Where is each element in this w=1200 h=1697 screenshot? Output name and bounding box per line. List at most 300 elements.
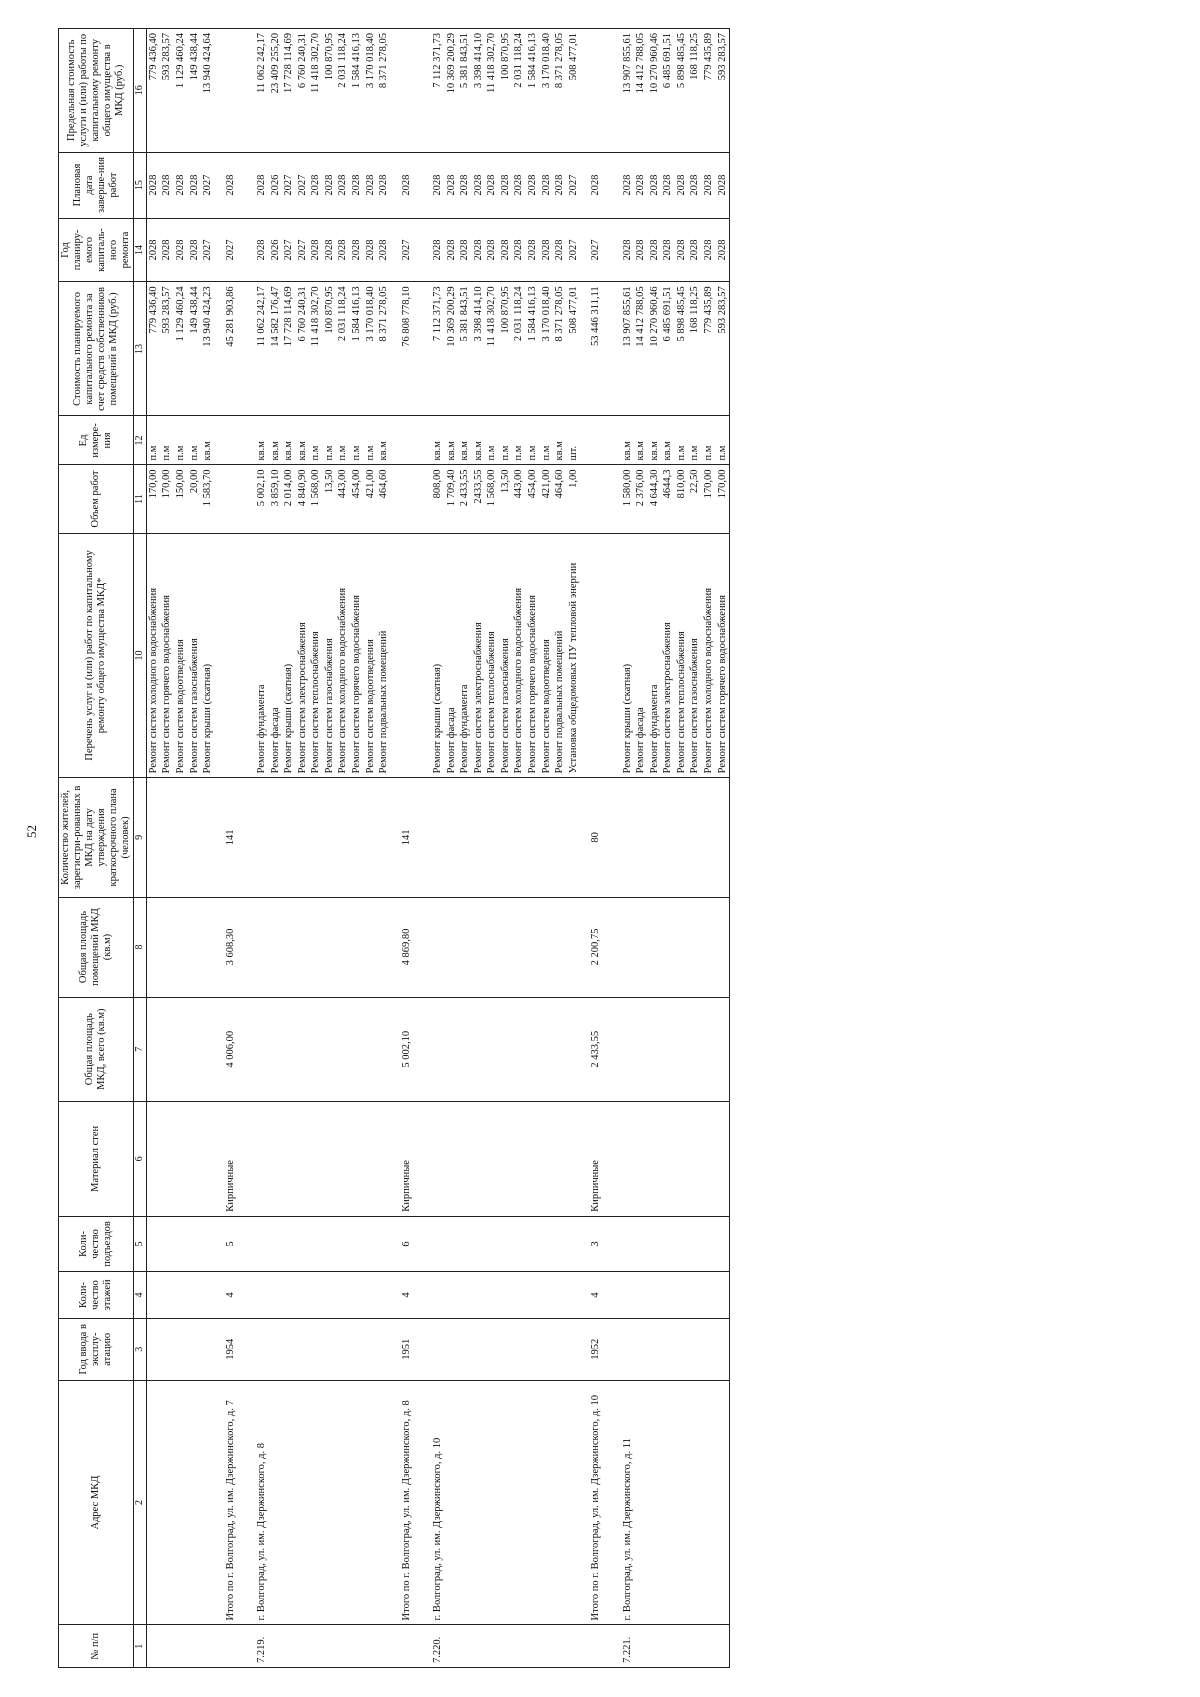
total-area-cell (567, 997, 581, 1101)
work-volume-cell: 1 580,00 (612, 465, 635, 533)
end-year-cell: 2027 (296, 152, 310, 218)
floors-cell: 4 (391, 1272, 423, 1319)
table-row (282, 29, 296, 1668)
column-number: 16 (134, 29, 147, 153)
table-row (201, 29, 215, 1668)
wall-material-cell (485, 1101, 499, 1216)
capital-repair-table (58, 28, 730, 1668)
rooms-area-cell (648, 897, 662, 997)
end-year-cell: 2027 (567, 152, 581, 218)
work-volume-cell: 13,50 (499, 465, 513, 533)
cost-cell: 8 371 278,05 (553, 282, 567, 416)
repair-year-cell: 2028 (675, 218, 689, 282)
address-cell (553, 1380, 567, 1625)
max-cost-cell: 1 584 416,13 (526, 29, 540, 153)
end-year-cell: 2028 (323, 152, 337, 218)
work-type-cell: Ремонт систем горячего водоснабжения (160, 533, 174, 778)
max-cost-cell: 508 477,01 (567, 29, 581, 153)
header-cell: Предельная стоимость услуги и (или) работы по капитальному ремонту общего имущества в МКД (руб.) (59, 29, 134, 153)
max-cost-cell: 8 371 278,05 (377, 29, 391, 153)
header-cell: Материал стен (59, 1101, 134, 1216)
address-cell (661, 1380, 675, 1625)
wall-material-cell (377, 1101, 391, 1216)
max-cost-cell: 779 435,89 (702, 29, 716, 153)
unit-cell: п.м (485, 416, 499, 465)
end-year-cell: 2028 (188, 152, 202, 218)
wall-material-cell: Кирпичные (391, 1101, 423, 1216)
row-number-cell (485, 1625, 499, 1668)
repair-year-cell: 2027 (296, 218, 310, 282)
unit-cell: п.м (174, 416, 188, 465)
rooms-area-cell (458, 897, 472, 997)
entrances-cell (188, 1216, 202, 1271)
max-cost-cell: 23 409 255,20 (269, 29, 283, 153)
address-cell (675, 1380, 689, 1625)
end-year-cell: 2028 (612, 152, 635, 218)
address-cell (377, 1380, 391, 1625)
work-type-cell: Ремонт систем теплоснабжения (485, 533, 499, 778)
cost-cell: 168 118,25 (688, 282, 702, 416)
end-year-cell: 2028 (512, 152, 526, 218)
wall-material-cell (269, 1101, 283, 1216)
year-built-cell (567, 1318, 581, 1380)
cost-cell: 53 446 311,11 (580, 282, 612, 416)
total-area-cell (323, 997, 337, 1101)
floors-cell (174, 1272, 188, 1319)
wall-material-cell (688, 1101, 702, 1216)
address-cell (445, 1380, 459, 1625)
row-number-cell (309, 1625, 323, 1668)
year-built-cell (648, 1318, 662, 1380)
end-year-cell: 2028 (377, 152, 391, 218)
address-cell: Итого по г. Волгоград, ул. им. Дзержинского, д. 7 (215, 1380, 247, 1625)
floors-cell (336, 1272, 350, 1319)
floors-cell (201, 1272, 215, 1319)
work-volume-cell: 2 014,00 (282, 465, 296, 533)
floors-cell (458, 1272, 472, 1319)
year-built-cell (350, 1318, 364, 1380)
table-row (567, 29, 581, 1668)
repair-year-cell: 2027 (215, 218, 247, 282)
residents-cell (702, 778, 716, 897)
header-cell: Перечень услуг и (или) работ по капитальному ремонту общего имущества МКД* (59, 533, 134, 778)
year-built-cell (553, 1318, 567, 1380)
work-type-cell: Ремонт систем горячего водоснабжения (526, 533, 540, 778)
max-cost-cell: 5 898 485,45 (675, 29, 689, 153)
max-cost-cell: 149 438,44 (188, 29, 202, 153)
rooms-area-cell: 4 869,80 (391, 897, 423, 997)
residents-cell (309, 778, 323, 897)
floors-cell (526, 1272, 540, 1319)
wall-material-cell (174, 1101, 188, 1216)
residents-cell (201, 778, 215, 897)
rooms-area-cell (716, 897, 730, 997)
repair-year-cell: 2028 (323, 218, 337, 282)
total-area-cell (246, 997, 269, 1101)
work-volume-cell: 2 376,00 (634, 465, 648, 533)
work-type-cell: Ремонт крыши (скатная) (282, 533, 296, 778)
year-built-cell (499, 1318, 513, 1380)
floors-cell (612, 1272, 635, 1319)
header-row (59, 29, 134, 1668)
address-cell (472, 1380, 486, 1625)
year-built-cell (612, 1318, 635, 1380)
year-built-cell (201, 1318, 215, 1380)
total-area-cell (174, 997, 188, 1101)
max-cost-cell: 5 381 843,51 (458, 29, 472, 153)
work-volume-cell: 170,00 (160, 465, 174, 533)
entrances-cell (648, 1216, 662, 1271)
year-built-cell (688, 1318, 702, 1380)
work-volume-cell: 454,00 (526, 465, 540, 533)
header-cell: Объем работ (59, 465, 134, 533)
entrances-cell (422, 1216, 445, 1271)
repair-year-cell: 2028 (526, 218, 540, 282)
work-volume-cell: 170,00 (716, 465, 730, 533)
repair-year-cell: 2027 (282, 218, 296, 282)
total-area-cell (499, 997, 513, 1101)
work-type-cell: Ремонт систем холодного водоснабжения (146, 533, 160, 778)
total-area-cell (269, 997, 283, 1101)
rooms-area-cell (612, 897, 635, 997)
work-type-cell: Ремонт систем водоотведения (364, 533, 378, 778)
rooms-area-cell (364, 897, 378, 997)
wall-material-cell (567, 1101, 581, 1216)
residents-cell: 141 (215, 778, 247, 897)
unit-cell (580, 416, 612, 465)
year-built-cell (634, 1318, 648, 1380)
max-cost-cell: 8 371 278,05 (553, 29, 567, 153)
floors-cell (377, 1272, 391, 1319)
work-volume-cell: 1 583,70 (201, 465, 215, 533)
cost-cell: 1 584 416,13 (526, 282, 540, 416)
wall-material-cell (661, 1101, 675, 1216)
repair-year-cell: 2028 (688, 218, 702, 282)
year-built-cell (336, 1318, 350, 1380)
floors-cell (146, 1272, 160, 1319)
max-cost-cell: 10 270 960,46 (648, 29, 662, 153)
year-built-cell (702, 1318, 716, 1380)
work-volume-cell: 810,00 (675, 465, 689, 533)
row-number-cell: 7.221. (612, 1625, 635, 1668)
address-cell (188, 1380, 202, 1625)
max-cost-cell: 779 436,40 (146, 29, 160, 153)
rooms-area-cell (246, 897, 269, 997)
entrances-cell (540, 1216, 554, 1271)
end-year-cell: 2028 (391, 152, 423, 218)
work-type-cell: Ремонт систем теплоснабжения (675, 533, 689, 778)
column-number: 5 (134, 1216, 147, 1271)
total-area-cell (648, 997, 662, 1101)
residents-cell (553, 778, 567, 897)
year-built-cell (512, 1318, 526, 1380)
repair-year-cell: 2028 (702, 218, 716, 282)
cost-cell: 7 112 371,73 (422, 282, 445, 416)
rooms-area-cell (201, 897, 215, 997)
rooms-area-cell (661, 897, 675, 997)
year-built-cell (422, 1318, 445, 1380)
entrances-cell (246, 1216, 269, 1271)
wall-material-cell (472, 1101, 486, 1216)
repair-year-cell: 2027 (567, 218, 581, 282)
entrances-cell (675, 1216, 689, 1271)
wall-material-cell (422, 1101, 445, 1216)
entrances-cell (688, 1216, 702, 1271)
unit-cell: п.м (512, 416, 526, 465)
row-number-cell (391, 1625, 423, 1668)
floors-cell (445, 1272, 459, 1319)
residents-cell (269, 778, 283, 897)
end-year-cell: 2028 (688, 152, 702, 218)
work-type-cell: Ремонт подвальных помещений (377, 533, 391, 778)
end-year-cell: 2028 (215, 152, 247, 218)
floors-cell (661, 1272, 675, 1319)
row-number-cell (160, 1625, 174, 1668)
cost-cell: 100 870,95 (499, 282, 513, 416)
row-number-cell (675, 1625, 689, 1668)
floors-cell (188, 1272, 202, 1319)
repair-year-cell: 2028 (648, 218, 662, 282)
row-number-cell (174, 1625, 188, 1668)
unit-cell: кв.м (458, 416, 472, 465)
row-number-cell (188, 1625, 202, 1668)
max-cost-cell: 2 031 118,24 (512, 29, 526, 153)
repair-year-cell: 2028 (422, 218, 445, 282)
floors-cell (282, 1272, 296, 1319)
floors-cell (675, 1272, 689, 1319)
entrances-cell (160, 1216, 174, 1271)
row-number-cell (377, 1625, 391, 1668)
cost-cell: 11 418 302,70 (309, 282, 323, 416)
floors-cell (472, 1272, 486, 1319)
repair-year-cell: 2028 (499, 218, 513, 282)
work-volume-cell: 4 644,30 (648, 465, 662, 533)
table-row (458, 29, 472, 1668)
work-type-cell: Ремонт фундамента (648, 533, 662, 778)
header-cell: № п/п (59, 1625, 134, 1668)
address-cell: Итого по г. Волгоград, ул. им. Дзержинского, д. 10 (580, 1380, 612, 1625)
address-cell (499, 1380, 513, 1625)
year-built-cell: 1951 (391, 1318, 423, 1380)
header-cell: Плановая дата заверше-ния работ (59, 152, 134, 218)
table-row (160, 29, 174, 1668)
work-type-cell (580, 533, 612, 778)
row-number-cell (648, 1625, 662, 1668)
rooms-area-cell (702, 897, 716, 997)
address-cell (702, 1380, 716, 1625)
work-type-cell: Ремонт фасада (269, 533, 283, 778)
unit-cell: кв.м (612, 416, 635, 465)
year-built-cell (160, 1318, 174, 1380)
row-number-cell (580, 1625, 612, 1668)
rooms-area-cell (422, 897, 445, 997)
total-area-cell (540, 997, 554, 1101)
floors-cell (422, 1272, 445, 1319)
rooms-area-cell (377, 897, 391, 997)
row-number-cell (499, 1625, 513, 1668)
end-year-cell: 2028 (716, 152, 730, 218)
entrances-cell (702, 1216, 716, 1271)
rooms-area-cell (323, 897, 337, 997)
year-built-cell (364, 1318, 378, 1380)
total-area-cell (702, 997, 716, 1101)
table-row (675, 29, 689, 1668)
unit-cell (391, 416, 423, 465)
address-cell (526, 1380, 540, 1625)
total-area-cell: 5 002,10 (391, 997, 423, 1101)
year-built-cell (675, 1318, 689, 1380)
work-type-cell: Ремонт крыши (скатная) (422, 533, 445, 778)
table-row (336, 29, 350, 1668)
residents-cell (160, 778, 174, 897)
wall-material-cell (188, 1101, 202, 1216)
max-cost-cell: 13 907 855,61 (612, 29, 635, 153)
repair-year-cell: 2028 (661, 218, 675, 282)
rooms-area-cell (526, 897, 540, 997)
total-area-cell (526, 997, 540, 1101)
max-cost-cell: 7 112 371,73 (422, 29, 445, 153)
residents-cell (364, 778, 378, 897)
year-built-cell (269, 1318, 283, 1380)
row-number-cell (201, 1625, 215, 1668)
entrances-cell (472, 1216, 486, 1271)
work-type-cell: Ремонт подвальных помещений (553, 533, 567, 778)
table-row (648, 29, 662, 1668)
work-type-cell (215, 533, 247, 778)
year-built-cell (485, 1318, 499, 1380)
work-volume-cell: 454,00 (350, 465, 364, 533)
wall-material-cell (296, 1101, 310, 1216)
entrances-cell: 6 (391, 1216, 423, 1271)
floors-cell (553, 1272, 567, 1319)
row-number-cell (364, 1625, 378, 1668)
work-volume-cell: 1,00 (567, 465, 581, 533)
address-cell (716, 1380, 730, 1625)
entrances-cell (526, 1216, 540, 1271)
year-built-cell: 1952 (580, 1318, 612, 1380)
row-number-cell (146, 1625, 160, 1668)
row-number-cell (336, 1625, 350, 1668)
unit-cell: п.м (160, 416, 174, 465)
work-type-cell: Ремонт крыши (скатная) (612, 533, 635, 778)
address-cell (350, 1380, 364, 1625)
rooms-area-cell (174, 897, 188, 997)
year-built-cell (146, 1318, 160, 1380)
total-area-cell (445, 997, 459, 1101)
table-row (309, 29, 323, 1668)
wall-material-cell (512, 1101, 526, 1216)
rooms-area-cell (309, 897, 323, 997)
end-year-cell: 2028 (648, 152, 662, 218)
table-row (526, 29, 540, 1668)
total-area-cell (553, 997, 567, 1101)
year-built-cell (323, 1318, 337, 1380)
unit-cell: п.м (350, 416, 364, 465)
residents-cell (499, 778, 513, 897)
table-row (146, 29, 160, 1668)
floors-cell (688, 1272, 702, 1319)
floors-cell (323, 1272, 337, 1319)
rooms-area-cell (634, 897, 648, 997)
work-volume-cell (215, 465, 247, 533)
cost-cell: 2 031 118,24 (336, 282, 350, 416)
row-number-cell (661, 1625, 675, 1668)
rooms-area-cell: 2 200,75 (580, 897, 612, 997)
entrances-cell (282, 1216, 296, 1271)
rooms-area-cell (445, 897, 459, 997)
table-row (472, 29, 486, 1668)
repair-year-cell: 2028 (146, 218, 160, 282)
cost-cell: 10 369 200,29 (445, 282, 459, 416)
repair-year-cell: 2027 (201, 218, 215, 282)
total-area-cell (296, 997, 310, 1101)
column-number: 6 (134, 1101, 147, 1216)
column-number: 14 (134, 218, 147, 282)
residents-cell (675, 778, 689, 897)
address-cell (634, 1380, 648, 1625)
end-year-cell: 2028 (661, 152, 675, 218)
work-volume-cell: 443,00 (512, 465, 526, 533)
residents-cell (336, 778, 350, 897)
residents-cell (567, 778, 581, 897)
unit-cell: кв.м (422, 416, 445, 465)
work-type-cell: Ремонт систем холодного водоснабжения (512, 533, 526, 778)
unit-cell: кв.м (661, 416, 675, 465)
wall-material-cell (336, 1101, 350, 1216)
year-built-cell (174, 1318, 188, 1380)
address-cell (648, 1380, 662, 1625)
rooms-area-cell (540, 897, 554, 997)
table-row (702, 29, 716, 1668)
end-year-cell: 2028 (553, 152, 567, 218)
cost-cell: 14 582 176,47 (269, 282, 283, 416)
cost-cell: 17 728 114,69 (282, 282, 296, 416)
residents-cell (526, 778, 540, 897)
entrances-cell: 5 (215, 1216, 247, 1271)
residents-cell (188, 778, 202, 897)
year-built-cell (472, 1318, 486, 1380)
work-volume-cell: 4644,3 (661, 465, 675, 533)
end-year-cell: 2028 (702, 152, 716, 218)
cost-cell: 6 485 691,51 (661, 282, 675, 416)
cost-cell: 593 283,57 (716, 282, 730, 416)
work-type-cell: Ремонт систем холодного водоснабжения (702, 533, 716, 778)
year-built-cell (526, 1318, 540, 1380)
column-number: 3 (134, 1318, 147, 1380)
year-built-cell (458, 1318, 472, 1380)
residents-cell (146, 778, 160, 897)
row-number-cell (540, 1625, 554, 1668)
work-type-cell: Ремонт систем электроснабжения (661, 533, 675, 778)
end-year-cell: 2026 (269, 152, 283, 218)
entrances-cell (458, 1216, 472, 1271)
rooms-area-cell (160, 897, 174, 997)
repair-year-cell: 2028 (540, 218, 554, 282)
max-cost-cell: 1 584 416,13 (350, 29, 364, 153)
entrances-cell (269, 1216, 283, 1271)
end-year-cell: 2028 (364, 152, 378, 218)
residents-cell (377, 778, 391, 897)
table-row (174, 29, 188, 1668)
repair-year-cell: 2028 (309, 218, 323, 282)
entrances-cell (445, 1216, 459, 1271)
total-area-cell (422, 997, 445, 1101)
header-cell: Коли-чество подъездов (59, 1216, 134, 1271)
repair-year-cell: 2028 (634, 218, 648, 282)
work-volume-cell: 421,00 (364, 465, 378, 533)
residents-cell (716, 778, 730, 897)
max-cost-cell: 14 412 788,05 (634, 29, 648, 153)
